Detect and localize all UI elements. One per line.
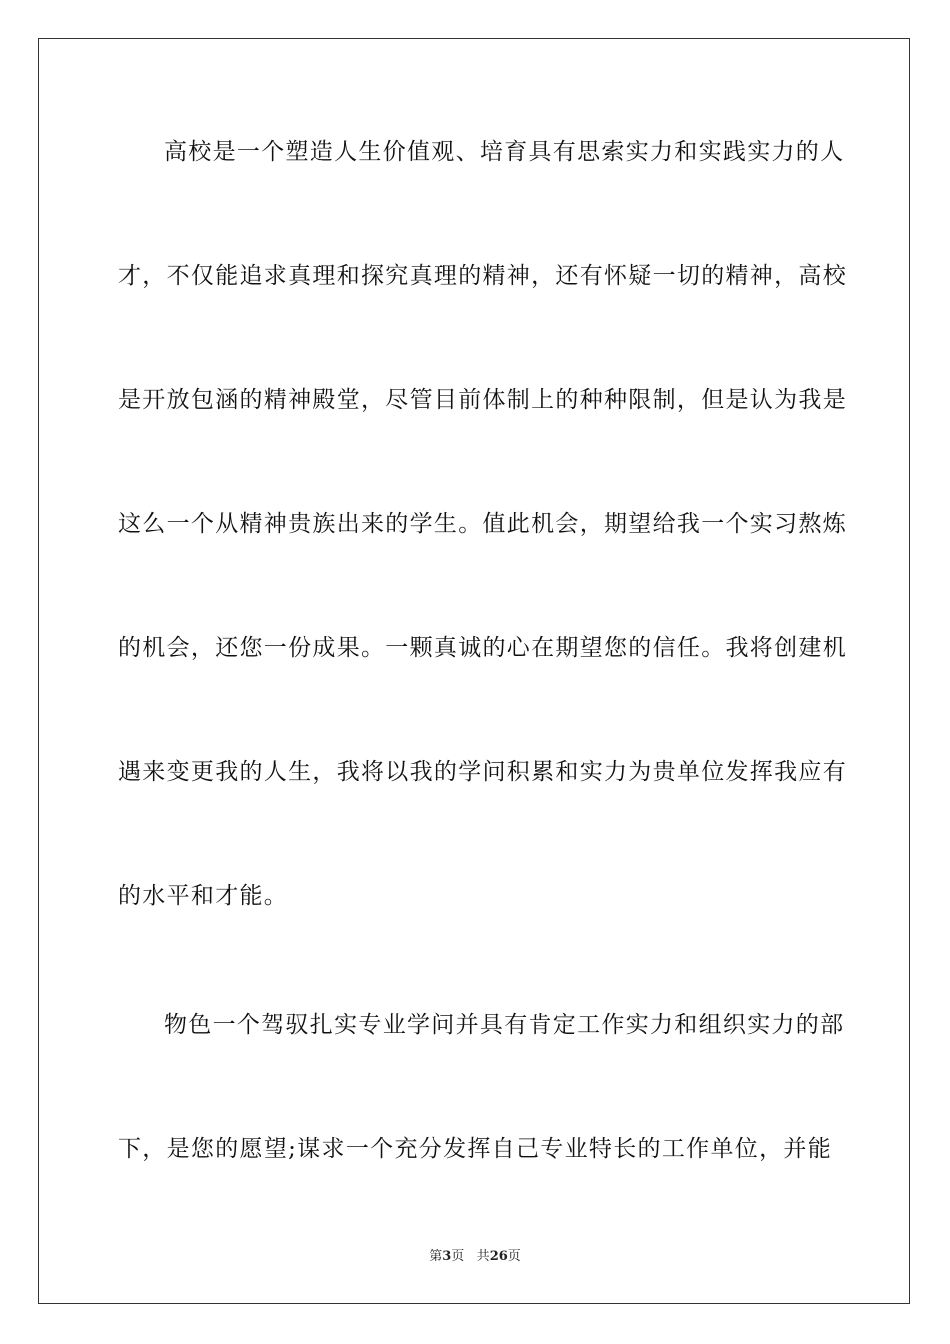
- footer-page-suffix: 页: [451, 1249, 465, 1264]
- footer-total-pages: 26: [489, 1249, 508, 1264]
- text-line: 物色一个驾驭扎实专业学问并具有肯定工作实力和组织实力的部: [164, 1012, 845, 1038]
- page-frame: [38, 38, 910, 1304]
- text-line: 才，不仅能追求真理和探究真理的精神，还有怀疑一切的精神，高校: [118, 263, 847, 289]
- text-line: 这么一个从精神贵族出来的学生。值此机会，期望给我一个实习熬炼: [118, 511, 847, 537]
- footer-total-prefix: 共: [476, 1249, 490, 1264]
- text-line: 下，是您的愿望;谋求一个充分发挥自己专业特长的工作单位，并能: [118, 1136, 832, 1162]
- text-line: 的机会，还您一份成果。一颗真诚的心在期望您的信任。我将创建机: [118, 635, 847, 661]
- text-line: 的水平和才能。: [118, 883, 289, 909]
- text-line: 遇来变更我的人生，我将以我的学问积累和实力为贵单位发挥我应有: [118, 759, 847, 785]
- footer-page-prefix: 第: [429, 1249, 443, 1264]
- text-line: 是开放包涵的精神殿堂，尽管目前体制上的种种限制，但是认为我是: [118, 387, 847, 413]
- page-footer: [0, 1248, 950, 1266]
- footer-total-suffix: 页: [507, 1249, 521, 1264]
- text-line: 高校是一个塑造人生价值观、培育具有思索实力和实践实力的人: [164, 139, 845, 165]
- footer-current-page: 3: [442, 1249, 452, 1264]
